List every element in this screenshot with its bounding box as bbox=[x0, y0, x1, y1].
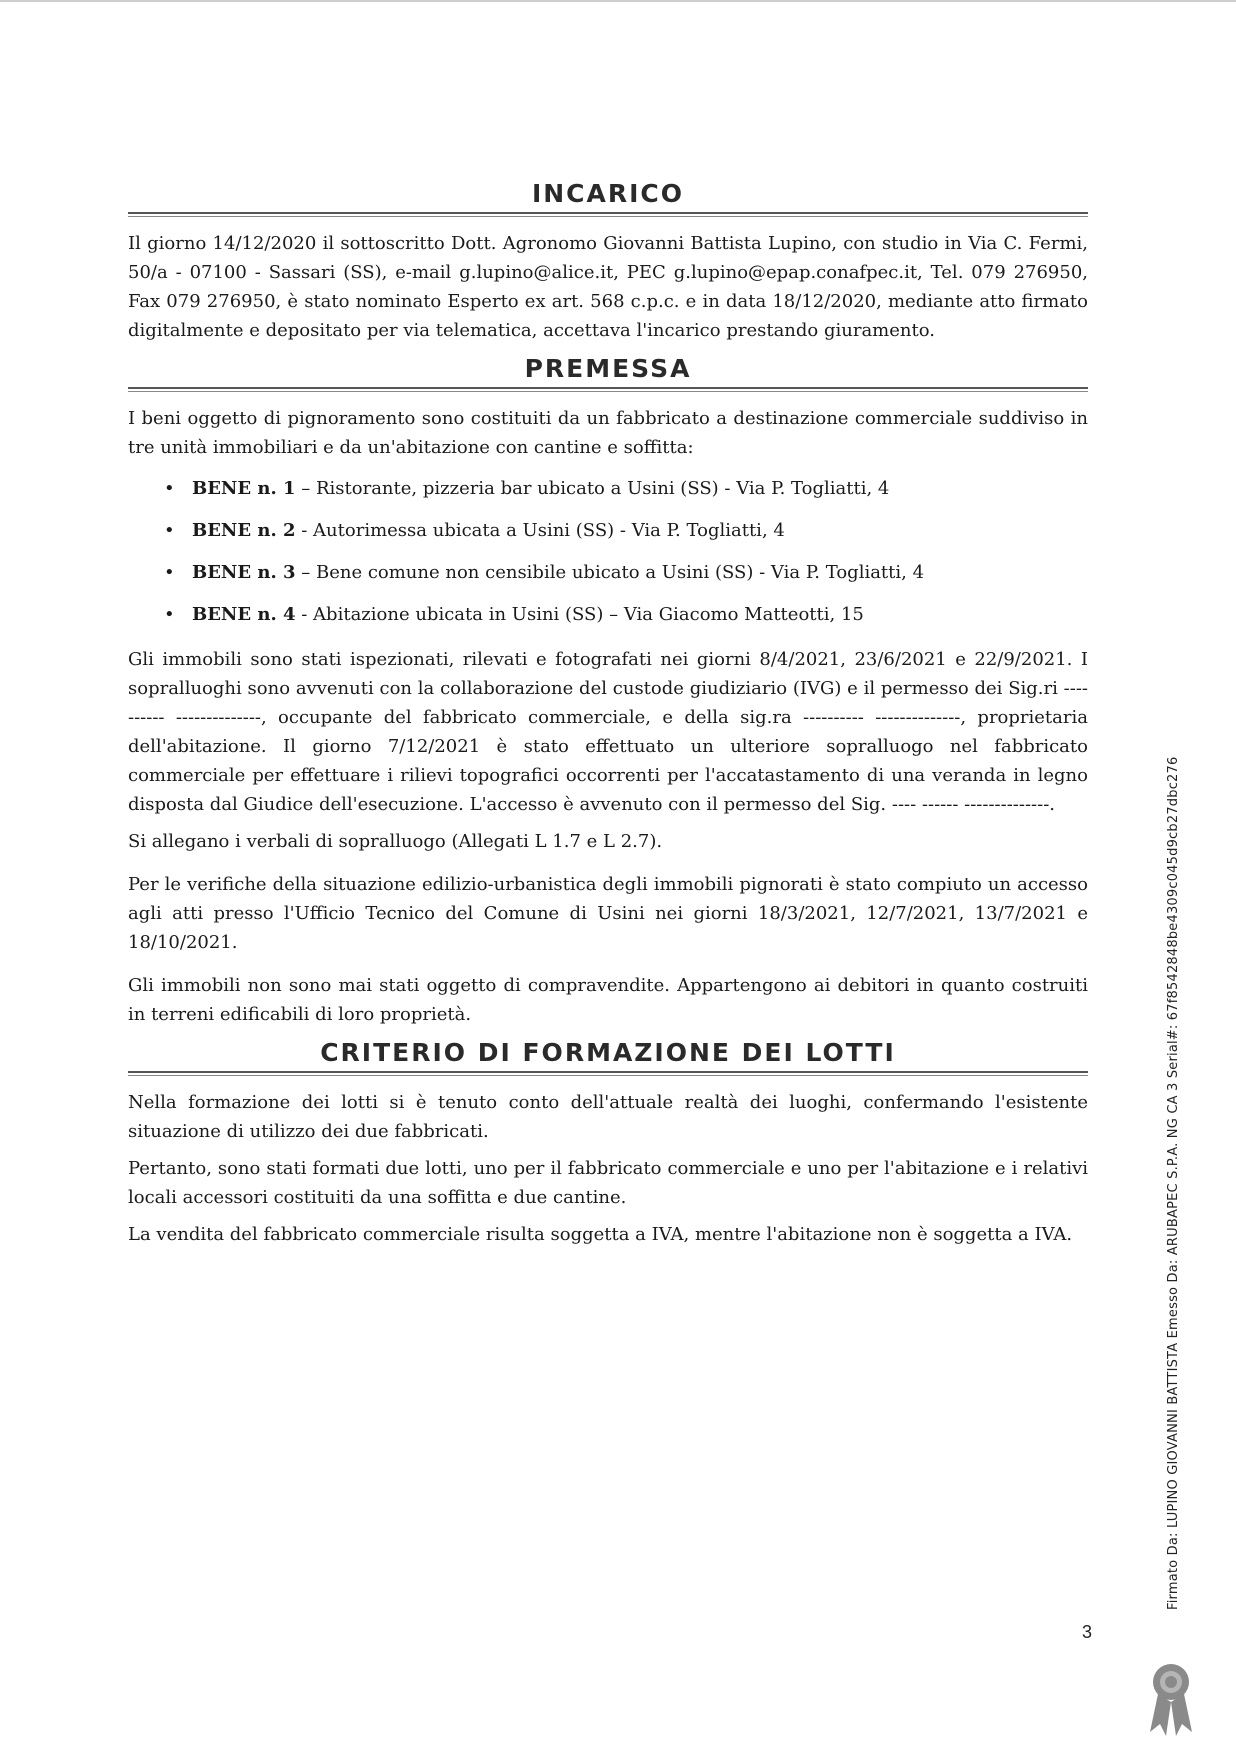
premessa-paragraph-verifiche: Per le verifiche della situazione edilizio-urbanistica degli immobili pignorati è stato compiuto un accesso agli atti presso l'Ufficio Tecnico del Comune di Usini nei giorni 18/3/2021, 12/7/2021, 13/7/2021 e 18/10/2021. bbox=[128, 874, 1088, 953]
bene-description: - Autorimessa ubicata a Usini (SS) - Via P. Togliatti, 4 bbox=[295, 520, 785, 541]
bullet-icon: • bbox=[164, 562, 175, 583]
premessa-paragraph-allegati: Si allegano i verbali di sopralluogo (Allegati L 1.7 e L 2.7). bbox=[128, 831, 663, 852]
scan-edge-line bbox=[0, 0, 1236, 2]
list-item bbox=[164, 600, 1088, 629]
seal-icon bbox=[1142, 1658, 1200, 1738]
bene-label: BENE n. 1 bbox=[192, 478, 296, 499]
bene-description: – Bene comune non censibile ubicato a Usini (SS) - Via P. Togliatti, 4 bbox=[295, 562, 925, 583]
list-item bbox=[164, 558, 1088, 587]
section-title-criterio: CRITERIO DI FORMAZIONE DEI LOTTI bbox=[320, 1038, 896, 1067]
digital-signature-stamp: Firmato Da: LUPINO GIOVANNI BATTISTA Emesso Da: ARUBAPEC S.P.A. NG CA 3 Serial#: 67f8542848be4309c045d9cb27dbc276 bbox=[1166, 756, 1181, 1610]
bene-label: BENE n. 3 bbox=[192, 562, 296, 583]
section-title-premessa: PREMESSA bbox=[524, 354, 692, 383]
criterio-paragraph-3: La vendita del fabbricato commerciale risulta soggetta a IVA, mentre l'abitazione non è soggetta a IVA. bbox=[128, 1224, 1073, 1245]
premessa-intro: I beni oggetto di pignoramento sono costituiti da un fabbricato a destinazione commerciale suddiviso in tre unità immobiliari e da un'abitazione con cantine e soffitta: bbox=[128, 408, 1088, 458]
section-rule bbox=[128, 387, 1088, 392]
bene-description: - Abitazione ubicata in Usini (SS) – Via Giacomo Matteotti, 15 bbox=[295, 604, 864, 625]
bullet-icon: • bbox=[164, 604, 175, 625]
list-item bbox=[164, 474, 1088, 503]
list-item bbox=[164, 516, 1088, 545]
premessa-paragraph-sopralluoghi: Gli immobili sono stati ispezionati, rilevati e fotografati nei giorni 8/4/2021, 23/6/2021 e 22/9/2021. I sopralluoghi sono avvenuti con la collaborazione del custode giudiziario (IVG) e il permesso dei Sig.ri ---------- --------------, occupante del fabbricato commerciale, e della sig.ra ---------- --------------, proprietaria dell'abitazione. Il giorno 7/12/2021 è stato effettuato un ulteriore sopralluogo nel fabbricato commerciale per effettuare i rilievi topografici occorrenti per l'accatastamento di una veranda in legno disposta dal Giudice dell'esecuzione. L'accesso è avvenuto con il permesso del Sig. ---- ------ --------------. bbox=[128, 649, 1088, 815]
premessa-paragraph-compravendite: Gli immobili non sono mai stati oggetto di compravendite. Appartengono ai debitori in quanto costruiti in terreni edificabili di loro proprietà. bbox=[128, 975, 1088, 1025]
bene-label: BENE n. 4 bbox=[192, 604, 296, 625]
section-title-incarico: INCARICO bbox=[531, 179, 685, 208]
bullet-icon: • bbox=[164, 478, 175, 499]
bene-label: BENE n. 2 bbox=[192, 520, 296, 541]
page-number: 3 bbox=[1082, 1622, 1093, 1642]
beni-list bbox=[128, 474, 1088, 629]
section-rule bbox=[128, 1071, 1088, 1076]
bullet-icon: • bbox=[164, 520, 175, 541]
criterio-paragraph-2: Pertanto, sono stati formati due lotti, uno per il fabbricato commerciale e uno per l'abitazione e i relativi locali accessori costituiti da una soffitta e due cantine. bbox=[128, 1158, 1088, 1208]
document-body bbox=[128, 178, 1088, 1257]
bene-description: – Ristorante, pizzeria bar ubicato a Usini (SS) - Via P. Togliatti, 4 bbox=[295, 478, 890, 499]
criterio-paragraph-1: Nella formazione dei lotti si è tenuto conto dell'attuale realtà dei luoghi, confermando l'esistente situazione di utilizzo dei due fabbricati. bbox=[128, 1092, 1088, 1142]
incarico-paragraph: Il giorno 14/12/2020 il sottoscritto Dott. Agronomo Giovanni Battista Lupino, con studio in Via C. Fermi, 50/a - 07100 - Sassari (SS), e-mail g.lupino@alice.it, PEC g.lupino@epap.conafpec.it, Tel. 079 276950, Fax 079 276950, è stato nominato Esperto ex art. 568 c.p.c. e in data 18/12/2020, mediante atto firmato digitalmente e depositato per via telematica, accettava l'incarico prestando giuramento. bbox=[128, 233, 1088, 341]
section-rule bbox=[128, 212, 1088, 217]
